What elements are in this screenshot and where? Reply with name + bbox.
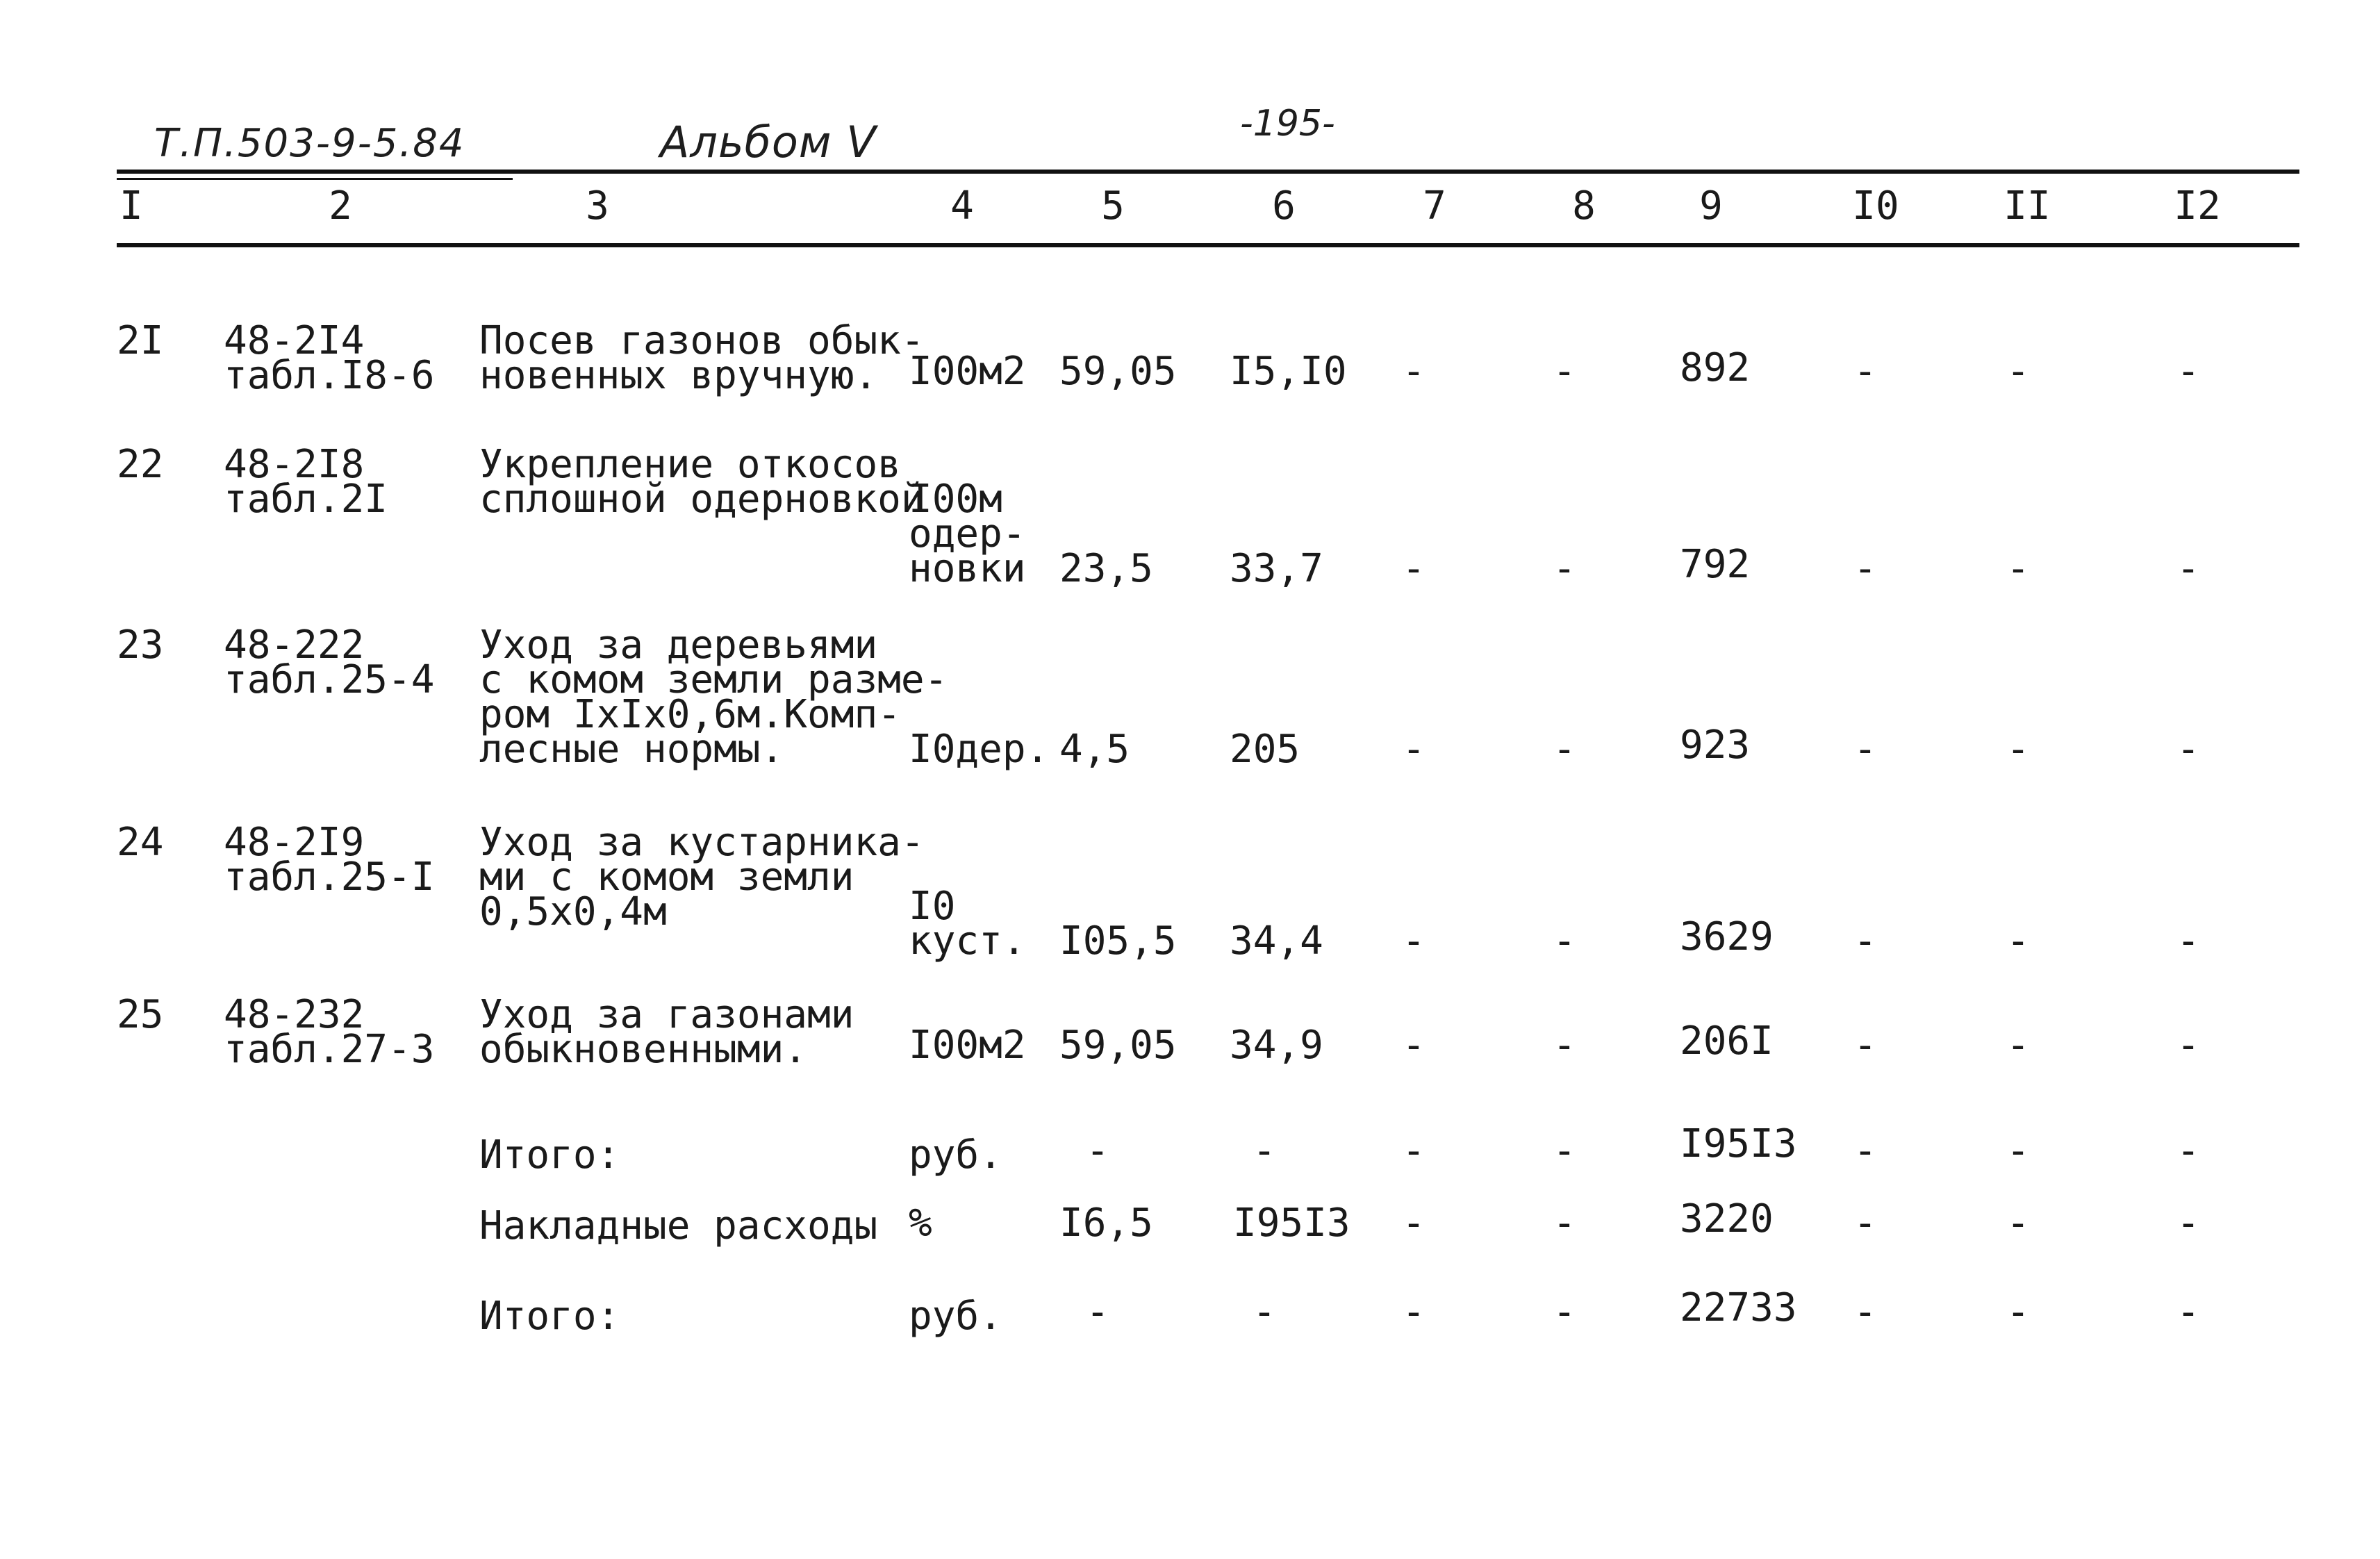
summary-unit: руб.: [909, 1294, 1002, 1339]
column-header-2: 2: [329, 183, 352, 229]
summary-label: Итого:: [479, 1294, 620, 1339]
summary-col6-value: I95I3: [1233, 1201, 1350, 1246]
row-description-line: с комом земли разме-: [479, 657, 948, 702]
header-underline: [117, 178, 513, 180]
row-unit: I00м: [909, 477, 1002, 522]
row-number: 2I: [117, 318, 164, 363]
row-col9-value: 923: [1680, 723, 1751, 768]
table-top-rule: [117, 170, 2299, 174]
row-col12-value: -: [2176, 546, 2200, 591]
row-norm-code: 48-222: [224, 622, 365, 668]
row-col11-value: -: [2006, 546, 2030, 591]
row-unit: куст.: [909, 918, 1026, 964]
row-col12-value: -: [2176, 1023, 2200, 1068]
row-description-line: сплошной одерновкой: [479, 477, 925, 522]
row-col8-value: -: [1553, 1023, 1576, 1068]
row-col11-value: -: [2006, 727, 2030, 772]
column-header-12: I2: [2174, 183, 2221, 229]
row-unit: новки: [909, 546, 1026, 591]
row-description-line: Укрепление откосов: [479, 442, 901, 487]
row-norm-table: табл.I8-6: [224, 353, 435, 398]
column-header-10: I0: [1852, 183, 1899, 229]
summary-col6-value: -: [1253, 1289, 1276, 1335]
row-description-line: Уход за деревьями: [479, 622, 878, 668]
row-norm-table: табл.2I: [224, 477, 388, 522]
row-description-line: Посев газонов обык-: [479, 318, 925, 363]
summary-col7-value: -: [1402, 1128, 1425, 1173]
row-unit: одер-: [909, 511, 1026, 556]
summary-col11-value: -: [2006, 1289, 2030, 1335]
summary-col9-value: I95I3: [1680, 1121, 1797, 1166]
summary-label: Накладные расходы: [479, 1203, 878, 1248]
row-col9-value: 892: [1680, 345, 1751, 390]
row-description-line: Уход за кустарника-: [479, 820, 925, 865]
column-header-8: 8: [1572, 183, 1596, 229]
row-norm-table: табл.27-3: [224, 1027, 435, 1072]
summary-col5-value: -: [1086, 1128, 1109, 1173]
row-col11-value: -: [2006, 918, 2030, 964]
row-description-line: Уход за газонами: [479, 992, 854, 1037]
row-col8-value: -: [1553, 349, 1576, 394]
row-col6-value: 33,7: [1230, 546, 1323, 591]
row-norm-code: 48-2I4: [224, 318, 365, 363]
row-norm-table: табл.25-4: [224, 657, 435, 702]
column-header-1: I: [119, 183, 143, 229]
row-col7-value: -: [1402, 727, 1425, 772]
row-col10-value: -: [1853, 918, 1877, 964]
row-col11-value: -: [2006, 349, 2030, 394]
summary-col7-value: -: [1402, 1289, 1425, 1335]
row-col10-value: -: [1853, 546, 1877, 591]
summary-col6-value: -: [1253, 1128, 1276, 1173]
row-col11-value: -: [2006, 1023, 2030, 1068]
page-number: -195-: [1240, 103, 1335, 145]
row-col10-value: -: [1853, 349, 1877, 394]
column-header-6: 6: [1272, 183, 1296, 229]
row-col6-value: 34,4: [1230, 918, 1323, 964]
row-col6-value: 34,9: [1230, 1023, 1323, 1068]
row-number: 25: [117, 992, 164, 1037]
summary-unit: %: [909, 1201, 932, 1246]
summary-unit: руб.: [909, 1132, 1002, 1178]
row-col10-value: -: [1853, 727, 1877, 772]
row-col6-value: 205: [1230, 727, 1300, 772]
summary-label: Итого:: [479, 1132, 620, 1178]
row-description-line: 0,5x0,4м: [479, 889, 667, 934]
column-header-3: 3: [586, 183, 609, 229]
summary-col10-value: -: [1853, 1289, 1877, 1335]
summary-col12-value: -: [2176, 1201, 2200, 1246]
row-description-line: ми с комом земли: [479, 855, 854, 900]
column-header-7: 7: [1423, 183, 1446, 229]
row-col5-value: 59,05: [1059, 1023, 1177, 1068]
summary-col11-value: -: [2006, 1201, 2030, 1246]
album-label: Альбом V: [660, 117, 877, 167]
summary-col5-value: I6,5: [1059, 1201, 1153, 1246]
summary-col10-value: -: [1853, 1201, 1877, 1246]
row-col5-value: 23,5: [1059, 546, 1153, 591]
summary-col10-value: -: [1853, 1128, 1877, 1173]
row-norm-code: 48-232: [224, 992, 365, 1037]
row-col12-value: -: [2176, 349, 2200, 394]
row-col8-value: -: [1553, 546, 1576, 591]
summary-col7-value: -: [1402, 1201, 1425, 1246]
row-col9-value: 792: [1680, 542, 1751, 587]
row-col7-value: -: [1402, 1023, 1425, 1068]
row-description-line: обыкновенными.: [479, 1027, 808, 1072]
row-number: 24: [117, 820, 164, 865]
row-col9-value: 3629: [1680, 914, 1774, 959]
row-description-line: лесные нормы.: [479, 727, 784, 772]
row-col7-value: -: [1402, 546, 1425, 591]
row-col12-value: -: [2176, 918, 2200, 964]
column-header-11: II: [2003, 183, 2051, 229]
row-col10-value: -: [1853, 1023, 1877, 1068]
row-col9-value: 206I: [1680, 1018, 1774, 1064]
table-header-rule: [117, 243, 2299, 247]
row-number: 22: [117, 442, 164, 487]
summary-col8-value: -: [1553, 1289, 1576, 1335]
row-norm-code: 48-2I8: [224, 442, 365, 487]
summary-col8-value: -: [1553, 1201, 1576, 1246]
column-header-5: 5: [1101, 183, 1125, 229]
row-description-line: новенных вручную.: [479, 353, 878, 398]
row-col5-value: 59,05: [1059, 349, 1177, 394]
row-number: 23: [117, 622, 164, 668]
row-norm-table: табл.25-I: [224, 855, 435, 900]
summary-col12-value: -: [2176, 1289, 2200, 1335]
row-col5-value: 4,5: [1059, 727, 1130, 772]
summary-col9-value: 3220: [1680, 1196, 1774, 1242]
column-header-4: 4: [950, 183, 974, 229]
row-unit: I00м2: [909, 1023, 1026, 1068]
row-unit: I0дер.: [909, 727, 1050, 772]
summary-col5-value: -: [1086, 1289, 1109, 1335]
summary-col12-value: -: [2176, 1128, 2200, 1173]
row-description-line: ром IxIx0,6м.Комп-: [479, 692, 901, 737]
summary-col9-value: 22733: [1680, 1285, 1797, 1330]
row-col7-value: -: [1402, 918, 1425, 964]
row-col8-value: -: [1553, 918, 1576, 964]
row-unit: I00м2: [909, 349, 1026, 394]
row-unit: I0: [909, 884, 956, 929]
row-col7-value: -: [1402, 349, 1425, 394]
row-col5-value: I05,5: [1059, 918, 1177, 964]
row-col8-value: -: [1553, 727, 1576, 772]
summary-col8-value: -: [1553, 1128, 1576, 1173]
summary-col11-value: -: [2006, 1128, 2030, 1173]
document-code: Т.П.503-9-5.84: [154, 121, 465, 166]
row-col6-value: I5,I0: [1230, 349, 1347, 394]
row-norm-code: 48-2I9: [224, 820, 365, 865]
row-col12-value: -: [2176, 727, 2200, 772]
column-header-9: 9: [1699, 183, 1723, 229]
